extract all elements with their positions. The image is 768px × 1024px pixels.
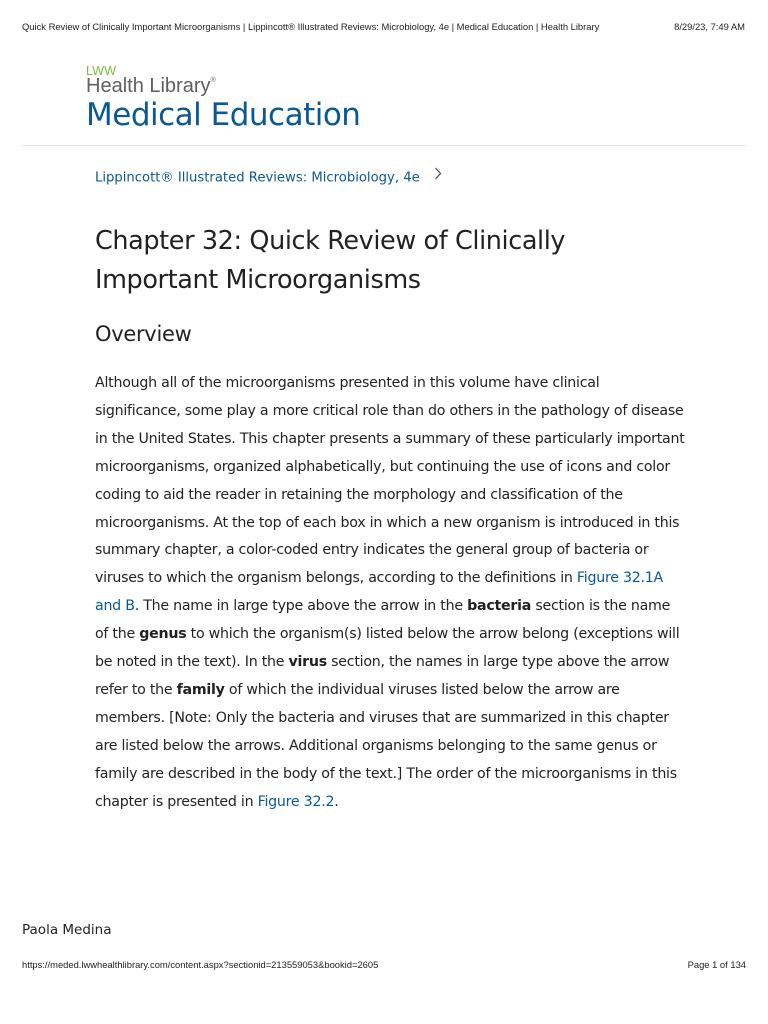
breadcrumb-book-link[interactable] bbox=[95, 169, 442, 186]
overview-heading: Overview bbox=[95, 322, 192, 346]
paragraph-text-run: . bbox=[334, 793, 339, 810]
chapter-title: Chapter 32: Quick Review of Clinically Important Microorganisms bbox=[95, 226, 566, 295]
print-date: 8/29/23, 7:49 AM bbox=[674, 21, 745, 32]
signed-in-user-name: Paola Medina bbox=[22, 922, 112, 938]
chevron-right-icon bbox=[434, 167, 442, 184]
overview-paragraph bbox=[95, 370, 685, 817]
emphasized-term: bacteria bbox=[467, 598, 532, 615]
header-divider bbox=[22, 145, 746, 146]
breadcrumb-book-title: Lippincott® Illustrated Reviews: Microbiology, 4e bbox=[95, 170, 420, 186]
emphasized-term: genus bbox=[139, 626, 187, 643]
paragraph-text-run: . The name in large type above the arrow in the bbox=[134, 598, 468, 615]
figure-reference-link[interactable]: Figure 32.2 bbox=[257, 793, 335, 810]
logo-library-text: Health Library bbox=[86, 75, 211, 97]
print-page-count: Page 1 of 134 bbox=[687, 959, 746, 970]
emphasized-term: virus bbox=[288, 654, 327, 671]
paragraph-text-run: to which the organism(s) listed below the arrow belong (exceptions will be noted in the text). In the bbox=[95, 626, 680, 671]
print-header bbox=[22, 21, 745, 35]
registered-mark: ® bbox=[210, 77, 216, 84]
lww-brand-mark: LWW bbox=[86, 64, 117, 78]
print-page-url: https://meded.lwwhealthlibrary.com/content.aspx?sectionid=213559053&bookid=2605 bbox=[22, 959, 379, 970]
logo-product-name: Medical Education bbox=[86, 97, 361, 133]
emphasized-term: family bbox=[176, 681, 225, 698]
paragraph-text-run: section is the name of the bbox=[95, 598, 671, 643]
logo-library-name bbox=[86, 75, 216, 98]
print-document-title: Quick Review of Clinically Important Microorganisms | Lippincott® Illustrated Reviews: Microbiology, 4e | Medical Education | Health Library bbox=[22, 21, 600, 32]
print-footer bbox=[22, 959, 746, 973]
paragraph-text-run: of which the individual viruses listed below the arrow are members. [Note: Only the bacteria and viruses that are summarized in this chapter are listed below the arrows. Additional organisms belonging to the same genus or family are described in the body of the text.] The order of the microorganisms in this chapter is presented in bbox=[95, 681, 677, 810]
figure-reference-link[interactable]: Figure 32.1A and B bbox=[95, 570, 664, 615]
paragraph-text-run: Although all of the microorganisms presented in this volume have clinical significance, some play a more critical role than do others in the pathology of disease in the United States. This chapter presents a summary of these particularly important microorganisms, organized alphabetically, but continuing the use of icons and color coding to aid the reader in retaining the morphology and classification of the microorganisms. At the top of each box in which a new organism is introduced in this summary chapter, a color-coded entry indicates the general group of bacteria or viruses to which the organism belongs, according to the definitions in bbox=[95, 375, 685, 587]
paragraph-text-run: section, the names in large type above the arrow refer to the bbox=[95, 654, 670, 698]
